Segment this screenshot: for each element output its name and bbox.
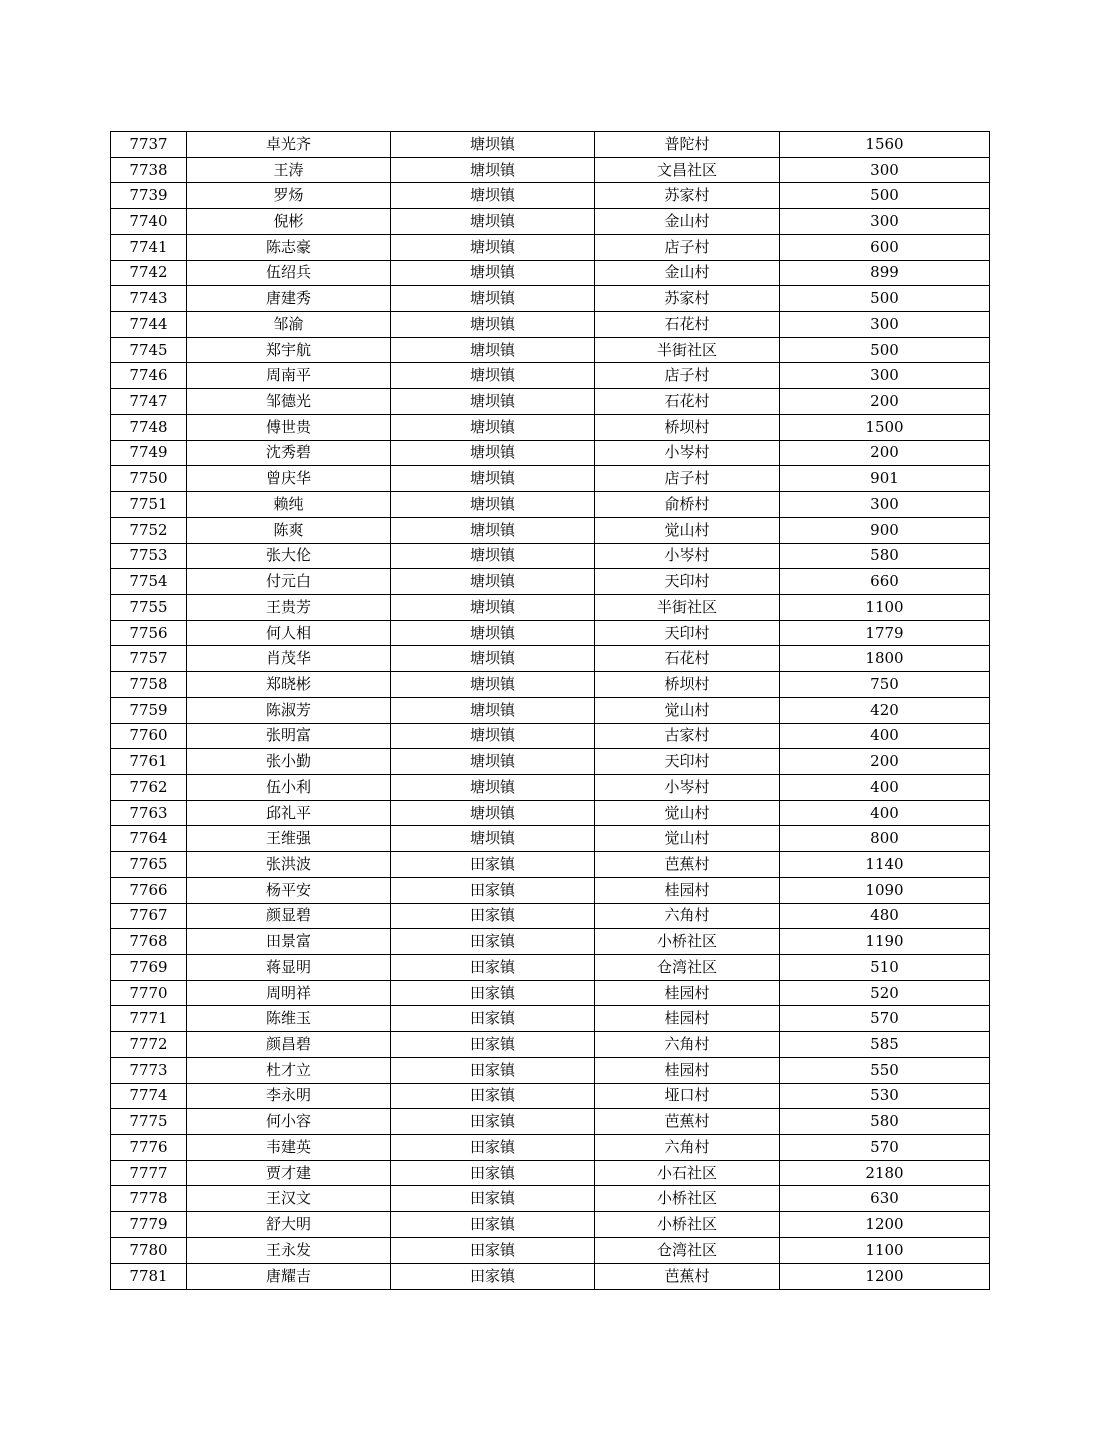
village-cell: 小桥社区: [595, 1212, 780, 1238]
amount-cell: 580: [780, 1109, 990, 1135]
table-row: [111, 929, 990, 955]
town-cell: 塘坝镇: [391, 260, 595, 286]
town-cell: 田家镇: [391, 1083, 595, 1109]
village-cell: 小岑村: [595, 543, 780, 569]
amount-cell: 520: [780, 980, 990, 1006]
name-cell: 舒大明: [187, 1212, 391, 1238]
table-row: [111, 1186, 990, 1212]
village-cell: 小桥社区: [595, 929, 780, 955]
amount-cell: 580: [780, 543, 990, 569]
amount-cell: 1100: [780, 1237, 990, 1263]
id-cell: 7773: [111, 1057, 187, 1083]
village-cell: 文昌社区: [595, 157, 780, 183]
village-cell: 觉山村: [595, 800, 780, 826]
id-cell: 7739: [111, 183, 187, 209]
amount-cell: 510: [780, 955, 990, 981]
id-cell: 7771: [111, 1006, 187, 1032]
id-cell: 7767: [111, 903, 187, 929]
town-cell: 田家镇: [391, 1135, 595, 1161]
amount-cell: 1200: [780, 1212, 990, 1238]
name-cell: 张小勤: [187, 749, 391, 775]
amount-cell: 420: [780, 697, 990, 723]
table-row: [111, 363, 990, 389]
village-cell: 古家村: [595, 723, 780, 749]
town-cell: 塘坝镇: [391, 234, 595, 260]
id-cell: 7762: [111, 774, 187, 800]
name-cell: 张明富: [187, 723, 391, 749]
town-cell: 塘坝镇: [391, 774, 595, 800]
name-cell: 卓光齐: [187, 132, 391, 158]
town-cell: 田家镇: [391, 1186, 595, 1212]
table-row: [111, 877, 990, 903]
table-row: [111, 569, 990, 595]
town-cell: 塘坝镇: [391, 594, 595, 620]
id-cell: 7781: [111, 1263, 187, 1289]
town-cell: 塘坝镇: [391, 543, 595, 569]
table-row: [111, 209, 990, 235]
town-cell: 塘坝镇: [391, 466, 595, 492]
table-row: [111, 1083, 990, 1109]
village-cell: 桂园村: [595, 1006, 780, 1032]
village-cell: 普陀村: [595, 132, 780, 158]
name-cell: 陈爽: [187, 517, 391, 543]
town-cell: 田家镇: [391, 877, 595, 903]
town-cell: 塘坝镇: [391, 749, 595, 775]
amount-cell: 300: [780, 209, 990, 235]
id-cell: 7745: [111, 337, 187, 363]
village-cell: 金山村: [595, 260, 780, 286]
town-cell: 塘坝镇: [391, 363, 595, 389]
amount-cell: 570: [780, 1006, 990, 1032]
id-cell: 7772: [111, 1032, 187, 1058]
amount-cell: 570: [780, 1135, 990, 1161]
id-cell: 7741: [111, 234, 187, 260]
name-cell: 何人相: [187, 620, 391, 646]
id-cell: 7750: [111, 466, 187, 492]
name-cell: 陈维玉: [187, 1006, 391, 1032]
name-cell: 何小容: [187, 1109, 391, 1135]
name-cell: 郑宇航: [187, 337, 391, 363]
table-row: [111, 312, 990, 338]
amount-cell: 901: [780, 466, 990, 492]
amount-cell: 530: [780, 1083, 990, 1109]
village-cell: 六角村: [595, 1032, 780, 1058]
table-row: [111, 157, 990, 183]
id-cell: 7738: [111, 157, 187, 183]
village-cell: 六角村: [595, 1135, 780, 1161]
village-cell: 垭口村: [595, 1083, 780, 1109]
village-cell: 芭蕉村: [595, 1263, 780, 1289]
village-cell: 金山村: [595, 209, 780, 235]
name-cell: 唐建秀: [187, 286, 391, 312]
id-cell: 7778: [111, 1186, 187, 1212]
town-cell: 田家镇: [391, 1212, 595, 1238]
table-row: [111, 774, 990, 800]
roster-table: [110, 131, 990, 1290]
village-cell: 小岑村: [595, 440, 780, 466]
id-cell: 7757: [111, 646, 187, 672]
amount-cell: 900: [780, 517, 990, 543]
table-row: [111, 723, 990, 749]
name-cell: 赖纯: [187, 492, 391, 518]
id-cell: 7775: [111, 1109, 187, 1135]
table-row: [111, 1032, 990, 1058]
id-cell: 7770: [111, 980, 187, 1006]
table-row: [111, 1057, 990, 1083]
town-cell: 塘坝镇: [391, 492, 595, 518]
name-cell: 贾才建: [187, 1160, 391, 1186]
table-row: [111, 1212, 990, 1238]
village-cell: 石花村: [595, 312, 780, 338]
village-cell: 桥坝村: [595, 672, 780, 698]
id-cell: 7744: [111, 312, 187, 338]
id-cell: 7737: [111, 132, 187, 158]
amount-cell: 1500: [780, 414, 990, 440]
amount-cell: 1800: [780, 646, 990, 672]
table-row: [111, 234, 990, 260]
id-cell: 7776: [111, 1135, 187, 1161]
town-cell: 田家镇: [391, 1263, 595, 1289]
village-cell: 俞桥村: [595, 492, 780, 518]
table-row: [111, 903, 990, 929]
table-row: [111, 1263, 990, 1289]
table-row: [111, 183, 990, 209]
village-cell: 苏家村: [595, 286, 780, 312]
table-row: [111, 492, 990, 518]
town-cell: 田家镇: [391, 980, 595, 1006]
table-row: [111, 466, 990, 492]
amount-cell: 600: [780, 234, 990, 260]
village-cell: 店子村: [595, 363, 780, 389]
town-cell: 塘坝镇: [391, 312, 595, 338]
town-cell: 塘坝镇: [391, 440, 595, 466]
name-cell: 倪彬: [187, 209, 391, 235]
amount-cell: 550: [780, 1057, 990, 1083]
id-cell: 7743: [111, 286, 187, 312]
village-cell: 觉山村: [595, 517, 780, 543]
village-cell: 芭蕉村: [595, 1109, 780, 1135]
id-cell: 7753: [111, 543, 187, 569]
name-cell: 付元白: [187, 569, 391, 595]
town-cell: 塘坝镇: [391, 697, 595, 723]
amount-cell: 200: [780, 389, 990, 415]
name-cell: 王汉文: [187, 1186, 391, 1212]
town-cell: 田家镇: [391, 1006, 595, 1032]
id-cell: 7768: [111, 929, 187, 955]
amount-cell: 1100: [780, 594, 990, 620]
amount-cell: 899: [780, 260, 990, 286]
town-cell: 塘坝镇: [391, 389, 595, 415]
table-row: [111, 852, 990, 878]
name-cell: 周明祥: [187, 980, 391, 1006]
amount-cell: 400: [780, 800, 990, 826]
name-cell: 傅世贵: [187, 414, 391, 440]
table-row: [111, 132, 990, 158]
town-cell: 塘坝镇: [391, 646, 595, 672]
town-cell: 田家镇: [391, 929, 595, 955]
name-cell: 杜才立: [187, 1057, 391, 1083]
town-cell: 田家镇: [391, 1057, 595, 1083]
name-cell: 唐耀吉: [187, 1263, 391, 1289]
name-cell: 张洪波: [187, 852, 391, 878]
amount-cell: 1140: [780, 852, 990, 878]
table-row: [111, 826, 990, 852]
town-cell: 塘坝镇: [391, 826, 595, 852]
id-cell: 7754: [111, 569, 187, 595]
table-row: [111, 594, 990, 620]
name-cell: 肖茂华: [187, 646, 391, 672]
village-cell: 天印村: [595, 749, 780, 775]
table-row: [111, 1237, 990, 1263]
village-cell: 天印村: [595, 620, 780, 646]
town-cell: 塘坝镇: [391, 286, 595, 312]
name-cell: 曾庆华: [187, 466, 391, 492]
id-cell: 7760: [111, 723, 187, 749]
village-cell: 店子村: [595, 466, 780, 492]
table-row: [111, 980, 990, 1006]
name-cell: 陈淑芳: [187, 697, 391, 723]
id-cell: 7774: [111, 1083, 187, 1109]
town-cell: 田家镇: [391, 852, 595, 878]
town-cell: 塘坝镇: [391, 132, 595, 158]
id-cell: 7763: [111, 800, 187, 826]
name-cell: 伍小利: [187, 774, 391, 800]
amount-cell: 200: [780, 440, 990, 466]
village-cell: 半街社区: [595, 337, 780, 363]
village-cell: 石花村: [595, 646, 780, 672]
village-cell: 天印村: [595, 569, 780, 595]
name-cell: 伍绍兵: [187, 260, 391, 286]
amount-cell: 500: [780, 183, 990, 209]
name-cell: 颜显碧: [187, 903, 391, 929]
town-cell: 田家镇: [391, 903, 595, 929]
table-row: [111, 672, 990, 698]
village-cell: 桂园村: [595, 1057, 780, 1083]
town-cell: 塘坝镇: [391, 672, 595, 698]
id-cell: 7759: [111, 697, 187, 723]
table-row: [111, 543, 990, 569]
table-row: [111, 286, 990, 312]
amount-cell: 300: [780, 492, 990, 518]
amount-cell: 1560: [780, 132, 990, 158]
id-cell: 7779: [111, 1212, 187, 1238]
id-cell: 7766: [111, 877, 187, 903]
town-cell: 田家镇: [391, 1160, 595, 1186]
id-cell: 7740: [111, 209, 187, 235]
name-cell: 邹渝: [187, 312, 391, 338]
village-cell: 小桥社区: [595, 1186, 780, 1212]
town-cell: 田家镇: [391, 1032, 595, 1058]
name-cell: 李永明: [187, 1083, 391, 1109]
table-row: [111, 1135, 990, 1161]
name-cell: 王永发: [187, 1237, 391, 1263]
amount-cell: 585: [780, 1032, 990, 1058]
table-row: [111, 749, 990, 775]
id-cell: 7748: [111, 414, 187, 440]
village-cell: 桥坝村: [595, 414, 780, 440]
table-row: [111, 646, 990, 672]
table-row: [111, 260, 990, 286]
name-cell: 王涛: [187, 157, 391, 183]
name-cell: 沈秀碧: [187, 440, 391, 466]
name-cell: 田景富: [187, 929, 391, 955]
name-cell: 罗炀: [187, 183, 391, 209]
village-cell: 苏家村: [595, 183, 780, 209]
name-cell: 王贵芳: [187, 594, 391, 620]
id-cell: 7777: [111, 1160, 187, 1186]
town-cell: 塘坝镇: [391, 183, 595, 209]
village-cell: 小岑村: [595, 774, 780, 800]
name-cell: 周南平: [187, 363, 391, 389]
town-cell: 塘坝镇: [391, 414, 595, 440]
name-cell: 张大伦: [187, 543, 391, 569]
town-cell: 塘坝镇: [391, 569, 595, 595]
table-row: [111, 800, 990, 826]
name-cell: 蒋显明: [187, 955, 391, 981]
village-cell: 仓湾社区: [595, 1237, 780, 1263]
village-cell: 石花村: [595, 389, 780, 415]
town-cell: 塘坝镇: [391, 157, 595, 183]
town-cell: 塘坝镇: [391, 337, 595, 363]
name-cell: 颜昌碧: [187, 1032, 391, 1058]
name-cell: 韦建英: [187, 1135, 391, 1161]
village-cell: 觉山村: [595, 697, 780, 723]
id-cell: 7755: [111, 594, 187, 620]
amount-cell: 2180: [780, 1160, 990, 1186]
table-row: [111, 620, 990, 646]
village-cell: 店子村: [595, 234, 780, 260]
table-row: [111, 1109, 990, 1135]
amount-cell: 300: [780, 157, 990, 183]
village-cell: 觉山村: [595, 826, 780, 852]
amount-cell: 300: [780, 312, 990, 338]
id-cell: 7758: [111, 672, 187, 698]
amount-cell: 660: [780, 569, 990, 595]
town-cell: 塘坝镇: [391, 620, 595, 646]
id-cell: 7780: [111, 1237, 187, 1263]
town-cell: 塘坝镇: [391, 209, 595, 235]
id-cell: 7752: [111, 517, 187, 543]
table-row: [111, 955, 990, 981]
village-cell: 芭蕉村: [595, 852, 780, 878]
amount-cell: 630: [780, 1186, 990, 1212]
amount-cell: 750: [780, 672, 990, 698]
village-cell: 半街社区: [595, 594, 780, 620]
table-row: [111, 1160, 990, 1186]
name-cell: 杨平安: [187, 877, 391, 903]
table-row: [111, 697, 990, 723]
name-cell: 王维强: [187, 826, 391, 852]
table-row: [111, 414, 990, 440]
amount-cell: 300: [780, 363, 990, 389]
town-cell: 田家镇: [391, 1237, 595, 1263]
town-cell: 田家镇: [391, 955, 595, 981]
village-cell: 桂园村: [595, 877, 780, 903]
name-cell: 邱礼平: [187, 800, 391, 826]
amount-cell: 800: [780, 826, 990, 852]
id-cell: 7747: [111, 389, 187, 415]
id-cell: 7749: [111, 440, 187, 466]
amount-cell: 400: [780, 723, 990, 749]
town-cell: 塘坝镇: [391, 517, 595, 543]
table-row: [111, 337, 990, 363]
id-cell: 7742: [111, 260, 187, 286]
id-cell: 7746: [111, 363, 187, 389]
table-row: [111, 440, 990, 466]
amount-cell: 1190: [780, 929, 990, 955]
town-cell: 田家镇: [391, 1109, 595, 1135]
table-body: [111, 132, 990, 1290]
id-cell: 7756: [111, 620, 187, 646]
amount-cell: 500: [780, 286, 990, 312]
table-row: [111, 389, 990, 415]
amount-cell: 1090: [780, 877, 990, 903]
name-cell: 陈志豪: [187, 234, 391, 260]
id-cell: 7751: [111, 492, 187, 518]
village-cell: 六角村: [595, 903, 780, 929]
amount-cell: 1779: [780, 620, 990, 646]
town-cell: 塘坝镇: [391, 723, 595, 749]
amount-cell: 1200: [780, 1263, 990, 1289]
name-cell: 邹德光: [187, 389, 391, 415]
id-cell: 7764: [111, 826, 187, 852]
id-cell: 7769: [111, 955, 187, 981]
village-cell: 小石社区: [595, 1160, 780, 1186]
amount-cell: 200: [780, 749, 990, 775]
id-cell: 7761: [111, 749, 187, 775]
amount-cell: 480: [780, 903, 990, 929]
town-cell: 塘坝镇: [391, 800, 595, 826]
village-cell: 桂园村: [595, 980, 780, 1006]
id-cell: 7765: [111, 852, 187, 878]
amount-cell: 400: [780, 774, 990, 800]
amount-cell: 500: [780, 337, 990, 363]
table-row: [111, 1006, 990, 1032]
table-row: [111, 517, 990, 543]
name-cell: 郑晓彬: [187, 672, 391, 698]
village-cell: 仓湾社区: [595, 955, 780, 981]
